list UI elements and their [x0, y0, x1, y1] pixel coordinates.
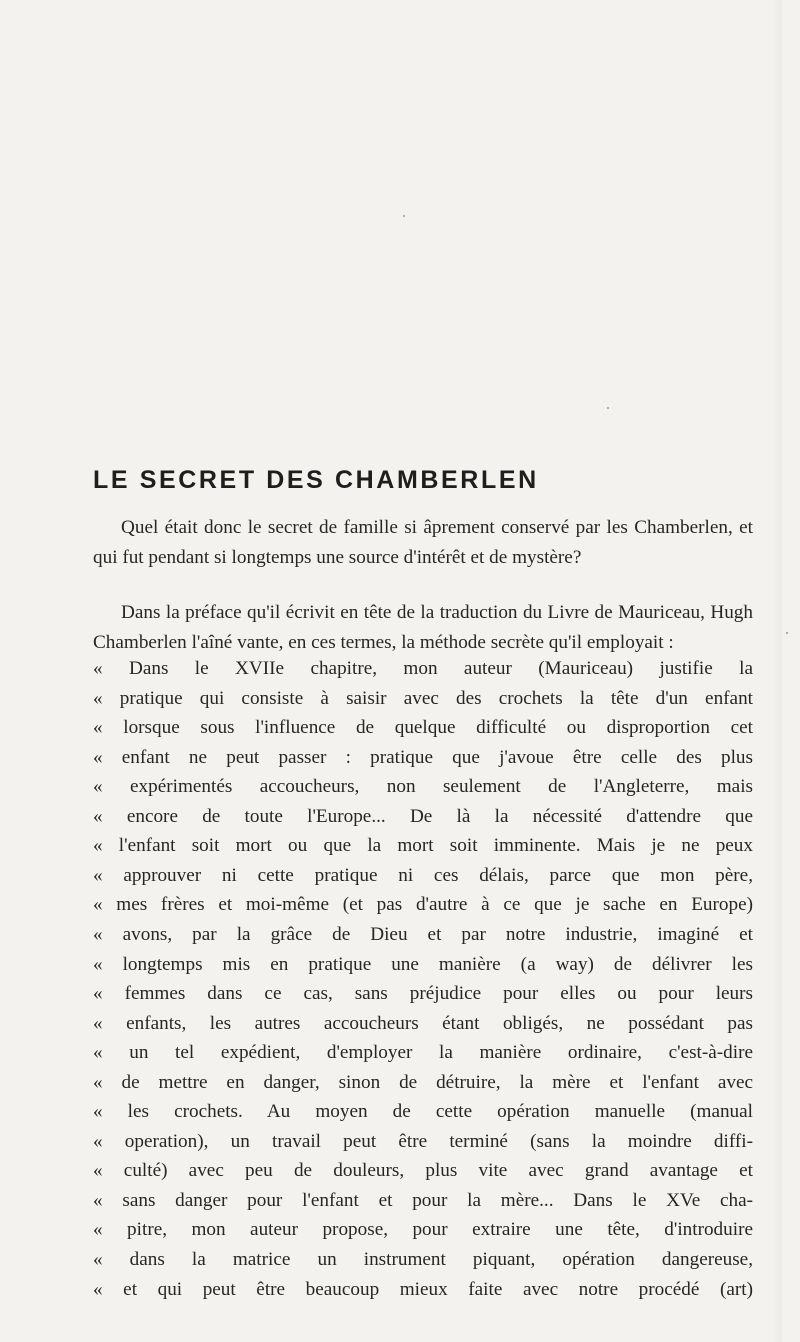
quote-line: « pratique qui consiste à saisir avec des crochets la tête d'un enfant — [93, 687, 753, 709]
quote-line: « femmes dans ce cas, sans préjudice pour elles ou pour leurs — [93, 983, 753, 1005]
page-edge-shadow — [772, 0, 782, 1342]
quote-line: « de mettre en danger, sinon de détruire, la mère et l'enfant avec — [93, 1071, 753, 1093]
quote-line: « encore de toute l'Europe... De là la nécessité d'attendre que — [93, 805, 753, 827]
quote-line: « et qui peut être beaucoup mieux faite avec notre procédé (art) — [93, 1278, 753, 1300]
quote-line: « enfants, les autres accoucheurs étant obligés, ne possédant pas — [93, 1012, 753, 1034]
quote-line: « l'enfant soit mort ou que la mort soit imminente. Mais je ne peux — [93, 835, 753, 857]
paper-speck — [786, 632, 788, 634]
quote-line: « sans danger pour l'enfant et pour la mère... Dans le XVe cha- — [93, 1189, 753, 1211]
paragraph-intro: Quel était donc le secret de famille si âprement conservé par les Chamberlen, et qui fut pendant si longtemps une source d'intérêt et de mystère? — [93, 517, 753, 568]
quote-line: « enfant ne peut passer : pratique que j'avoue être celle des plus — [93, 746, 753, 768]
quote-line: « Dans le XVIIe chapitre, mon auteur (Mauriceau) justifie la — [93, 658, 753, 679]
quote-line: « expérimentés accoucheurs, non seulement de l'Angleterre, mais — [93, 776, 753, 798]
quote-line: « mes frères et moi-même (et pas d'autre à ce que je sache en Europe) — [93, 894, 753, 916]
quote-line: « un tel expédient, d'employer la manière ordinaire, c'est-à-dire — [93, 1042, 753, 1064]
quote-line: « longtemps mis en pratique une manière (a way) de délivrer les — [93, 953, 753, 975]
quote-line: « approuver ni cette pratique ni ces délais, parce que mon père, — [93, 864, 753, 886]
quote-line: « dans la matrice un instrument piquant, opération dangereuse, — [93, 1249, 753, 1270]
quote-line: « culté) avec peu de douleurs, plus vite avec grand avantage et — [93, 1160, 753, 1182]
quote-line: « avons, par la grâce de Dieu et par notre industrie, imaginé et — [93, 923, 753, 945]
quote-line: « operation), un travail peut être terminé (sans la moindre diffi- — [93, 1130, 753, 1152]
quote-line: « les crochets. Au moyen de cette opération manuelle (manual — [93, 1101, 753, 1123]
paragraph-preface: Dans la préface qu'il écrivit en tête de la traduction du Livre de Mauriceau, Hugh Chamberlen l'aîné vante, en ces termes, la méthode secrète qu'il employait : — [93, 602, 753, 653]
paper-speck — [403, 215, 405, 217]
quote-line: « lorsque sous l'influence de quelque difficulté ou disproportion cet — [93, 717, 753, 739]
paper-speck — [607, 407, 609, 409]
chapter-title: LE SECRET DES CHAMBERLEN — [93, 466, 539, 494]
quote-line: « pitre, mon auteur propose, pour extraire une tête, d'introduire — [93, 1219, 753, 1241]
